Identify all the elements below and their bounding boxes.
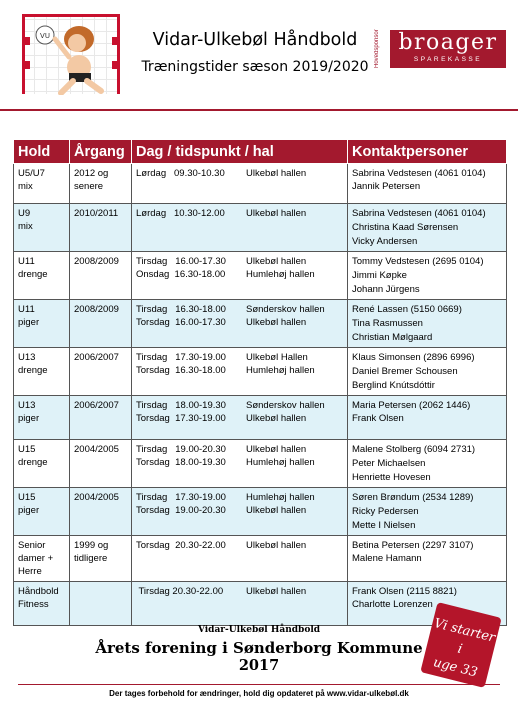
aargang-line: 2006/2007	[74, 352, 119, 363]
schedule-hall: Ulkebøl hallen	[246, 586, 307, 597]
schedule-entry	[136, 207, 343, 220]
table-row	[14, 300, 507, 348]
table-row	[14, 440, 507, 488]
cell-hold	[14, 348, 70, 396]
schedule-entry	[136, 268, 343, 281]
col-header-schedule: Dag / tidspunkt / hal	[132, 140, 348, 164]
contact-line: Maria Petersen (2062 1446)	[352, 400, 471, 411]
cell-hold	[14, 440, 70, 488]
schedule-time: Tirsdag 19.00-20.30	[136, 444, 226, 455]
schedule-entry	[136, 316, 343, 329]
cell-aargang	[70, 300, 132, 348]
cell-aargang	[70, 252, 132, 300]
cell-aargang	[70, 582, 132, 626]
table-row	[14, 204, 507, 252]
cell-schedule	[132, 440, 348, 488]
aargang-line: senere	[74, 181, 104, 192]
cell-contacts	[348, 488, 507, 536]
contact-line: Mette I Nielsen	[352, 520, 416, 531]
table-row	[14, 536, 507, 582]
cell-hold	[14, 582, 70, 626]
aargang-line: 2010/2011	[74, 208, 119, 219]
contact-line: Sabrina Vedstesen (4061 0104)	[352, 208, 486, 219]
schedule-entry	[136, 491, 343, 504]
contact-line: Berglind Knútsdóttir	[352, 380, 435, 391]
cell-hold	[14, 536, 70, 582]
handball-player-icon	[25, 17, 117, 95]
schedule-entry	[136, 412, 343, 425]
hold-line: Herre	[18, 566, 42, 577]
cell-aargang	[70, 396, 132, 440]
aargang-line: 2004/2005	[74, 444, 119, 455]
cell-contacts	[348, 440, 507, 488]
col-header-hold: Hold	[14, 140, 70, 164]
schedule-hall: Ulkebøl hallen	[246, 444, 307, 455]
footer-year: 2017	[238, 657, 280, 674]
header-divider	[0, 109, 518, 111]
schedule-time: Torsdag 20.30-22.00	[136, 540, 226, 551]
schedule-time: Tirsdag 17.30-19.00	[136, 492, 226, 503]
contact-line: Frank Olsen (2115 8821)	[352, 586, 457, 597]
cell-contacts	[348, 348, 507, 396]
hold-line: Håndbold	[18, 586, 59, 597]
cell-schedule	[132, 300, 348, 348]
schedule-hall: Ulkebøl hallen	[246, 317, 307, 328]
table-row	[14, 488, 507, 536]
contact-line: Malene Stolberg (6094 2731)	[352, 444, 476, 455]
cell-contacts	[348, 204, 507, 252]
hold-line: U9	[18, 208, 31, 219]
hold-line: drenge	[18, 365, 48, 376]
contact-line: Jannik Petersen	[352, 181, 421, 192]
season-subtitle: Træningstider sæson 2019/2020	[141, 59, 369, 75]
cell-schedule	[132, 488, 348, 536]
schedule-time: Tirsdag 16.00-17.30	[136, 256, 226, 267]
contact-line: Charlotte Lorenzen	[352, 599, 433, 610]
schedule-time: Tirsdag 18.00-19.30	[136, 400, 226, 411]
aargang-line: 2012 og	[74, 168, 109, 179]
table-row	[14, 348, 507, 396]
aargang-line: tidligere	[74, 553, 108, 564]
contact-line: Tina Rasmussen	[352, 318, 423, 329]
cell-aargang	[70, 536, 132, 582]
cell-aargang	[70, 348, 132, 396]
table-row	[14, 164, 507, 204]
aargang-line: 2004/2005	[74, 492, 119, 503]
sponsor-name: broager	[398, 30, 498, 55]
cell-contacts	[348, 300, 507, 348]
hold-line: drenge	[18, 269, 48, 280]
cell-schedule	[132, 252, 348, 300]
schedule-hall: Humlehøj hallen	[246, 492, 315, 503]
cell-contacts	[348, 396, 507, 440]
cell-hold	[14, 252, 70, 300]
cell-aargang	[70, 488, 132, 536]
schedule-entry	[136, 539, 343, 552]
cell-hold	[14, 300, 70, 348]
schedule-hall: Sønderskov hallen	[246, 304, 325, 315]
contact-line: Betina Petersen (2297 3107)	[352, 540, 474, 551]
schedule-entry	[136, 303, 343, 316]
hold-line: Senior	[18, 540, 46, 551]
schedule-entry	[136, 585, 343, 598]
schedule-time: Lørdag 09.30-10.30	[136, 168, 225, 179]
schedule-time: Torsdag 18.00-19.30	[136, 457, 226, 468]
schedule-hall: Ulkebøl hallen	[246, 540, 307, 551]
schedule-hall: Ulkebøl Hallen	[246, 352, 308, 363]
schedule-hall: Humlehøj hallen	[246, 269, 315, 280]
stamp-line-2: uge 33	[431, 655, 479, 681]
contact-line: Vicky Andersen	[352, 236, 418, 247]
col-header-contacts: Kontaktpersoner	[348, 140, 507, 164]
contact-line: Daniel Bremer Schousen	[352, 366, 458, 377]
schedule-time: Onsdag 16.30-18.00	[136, 269, 226, 280]
contact-line: Frank Olsen	[352, 413, 404, 424]
schedule-time: Tirsdag 20.30-22.00	[136, 586, 224, 597]
cell-schedule	[132, 582, 348, 626]
cell-hold	[14, 488, 70, 536]
cell-contacts	[348, 164, 507, 204]
schedule-entry	[136, 351, 343, 364]
schedule-entry	[136, 399, 343, 412]
schedule-hall: Ulkebøl hallen	[246, 505, 307, 516]
hold-line: Fitness	[18, 599, 49, 610]
hold-line: U11	[18, 304, 35, 315]
schedule-entry	[136, 167, 343, 180]
table-row	[14, 396, 507, 440]
hold-line: damer +	[18, 553, 54, 564]
cell-schedule	[132, 204, 348, 252]
hold-line: U15	[18, 444, 36, 455]
hold-line: U13	[18, 352, 36, 363]
sponsor-sub: SPAREKASSE	[413, 56, 483, 63]
schedule-hall: Humlehøj hallen	[246, 457, 315, 468]
cell-schedule	[132, 164, 348, 204]
schedule-hall: Ulkebøl hallen	[246, 168, 307, 179]
cell-hold	[14, 204, 70, 252]
footer-club: Vidar-Ulkebøl Håndbold	[197, 625, 321, 635]
cell-aargang	[70, 164, 132, 204]
cell-aargang	[70, 440, 132, 488]
contact-line: Henriette Hovesen	[352, 472, 431, 483]
schedule-time: Torsdag 19.00-20.30	[136, 505, 226, 516]
contact-line: Peter Michaelsen	[352, 458, 426, 469]
table-row	[14, 252, 507, 300]
hold-line: drenge	[18, 457, 48, 468]
page-header	[0, 0, 518, 110]
hold-line: U13	[18, 400, 36, 411]
club-logo	[22, 14, 120, 94]
contact-line: Ricky Pedersen	[352, 506, 419, 517]
disclaimer: Der tages forbehold for ændringer, hold dig opdateret på www.vidar-ulkebøl.dk	[109, 689, 409, 698]
title-block	[130, 30, 380, 75]
cell-hold	[14, 164, 70, 204]
hold-line: piger	[18, 505, 40, 516]
club-title: Vidar-Ulkebøl Håndbold	[152, 30, 358, 50]
hold-line: U15	[18, 492, 36, 503]
aargang-line: 2008/2009	[74, 304, 119, 315]
schedule-time: Torsdag 16.00-17.30	[136, 317, 226, 328]
schedule-entry	[136, 456, 343, 469]
sponsor-logo	[374, 30, 506, 68]
schedule-hall: Ulkebøl hallen	[246, 208, 307, 219]
cell-aargang	[70, 204, 132, 252]
footer-award: Årets forening i Sønderborg Kommune	[95, 639, 423, 657]
schedule-time: Tirsdag 16.30-18.00	[136, 304, 226, 315]
cell-contacts	[348, 536, 507, 582]
schedule-hall: Ulkebøl hallen	[246, 256, 307, 267]
schedule-time: Torsdag 17.30-19.00	[136, 413, 226, 424]
hold-line: mix	[18, 181, 33, 192]
schedule-hall: Ulkebøl hallen	[246, 413, 307, 424]
schedule-table	[13, 139, 507, 626]
contact-line: Sabrina Vedstesen (4061 0104)	[352, 168, 486, 179]
hold-line: piger	[18, 317, 40, 328]
cell-schedule	[132, 348, 348, 396]
contact-line: Jimmi Køpke	[352, 270, 407, 281]
schedule-time: Lørdag 10.30-12.00	[136, 208, 225, 219]
schedule-entry	[136, 443, 343, 456]
sponsor-caption: Hovedsponsor	[374, 29, 380, 68]
contact-line: Christina Kaad Sørensen	[352, 222, 459, 233]
cell-schedule	[132, 536, 348, 582]
contact-line: Johann Jürgens	[352, 284, 420, 295]
hold-line: mix	[18, 221, 33, 232]
schedule-time: Torsdag 16.30-18.00	[136, 365, 226, 376]
aargang-line: 1999 og	[74, 540, 109, 551]
schedule-body	[14, 164, 507, 626]
aargang-line: 2006/2007	[74, 400, 119, 411]
contact-line: Tommy Vedstesen (2695 0104)	[352, 256, 484, 267]
stamp-line-1: Vi starter i	[432, 616, 497, 658]
schedule-entry	[136, 364, 343, 377]
schedule-entry	[136, 504, 343, 517]
schedule-time: Tirsdag 17.30-19.00	[136, 352, 226, 363]
contact-line: René Lassen (5150 0669)	[352, 304, 462, 315]
contact-line: Malene Hamann	[352, 553, 422, 564]
schedule-hall: Sønderskov hallen	[246, 400, 325, 411]
schedule-entry	[136, 255, 343, 268]
hold-line: U11	[18, 256, 35, 267]
contact-line: Christian Mølgaard	[352, 332, 433, 343]
cell-contacts	[348, 252, 507, 300]
hold-line: piger	[18, 413, 40, 424]
schedule-hall: Humlehøj hallen	[246, 365, 315, 376]
cell-schedule	[132, 396, 348, 440]
logo-ball-text: VU	[40, 32, 50, 40]
table-header-row	[14, 140, 507, 164]
aargang-line: 2008/2009	[74, 256, 119, 267]
hold-line: U5/U7	[18, 168, 45, 179]
footer-divider	[18, 684, 500, 685]
contact-line: Klaus Simonsen (2896 6996)	[352, 352, 475, 363]
col-header-aargang: Årgang	[70, 140, 132, 164]
cell-hold	[14, 396, 70, 440]
contact-line: Søren Brøndum (2534 1289)	[352, 492, 474, 503]
